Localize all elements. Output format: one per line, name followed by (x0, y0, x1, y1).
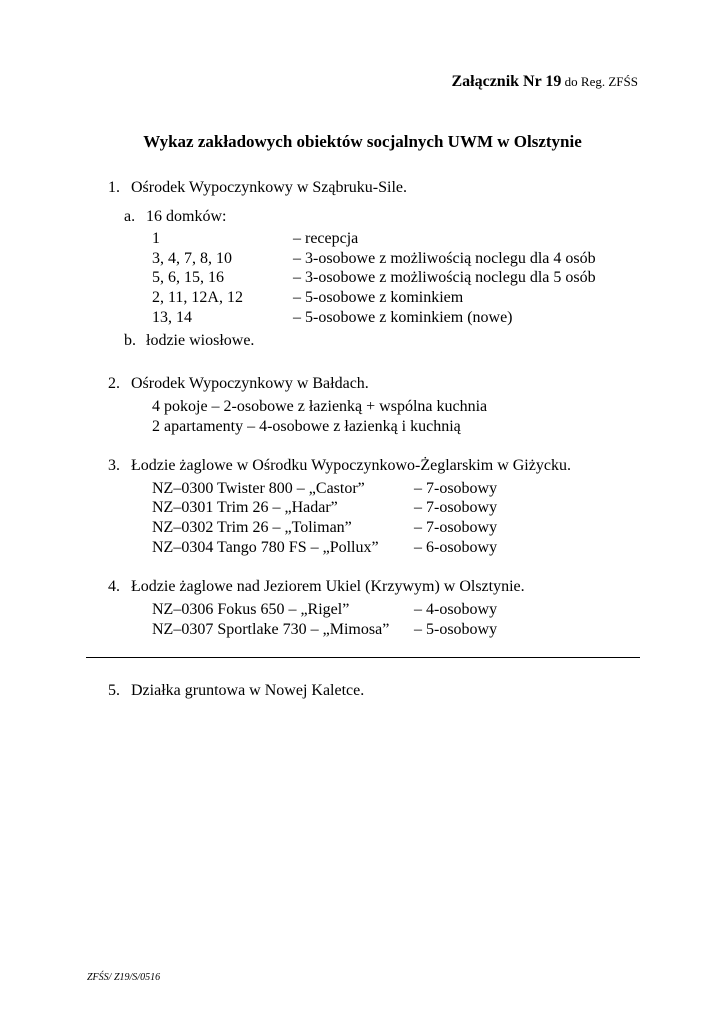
house-description: – 5-osobowe z kominkiem (293, 289, 464, 306)
section-2-line: 4 pokoje – 2-osobowe z łazienką + wspólna kuchnia (152, 398, 488, 415)
divider-line (86, 657, 640, 658)
section-4-heading: Łodzie żaglowe nad Jeziorem Ukiel (Krzywym) w Olsztynie. (131, 578, 525, 595)
house-numbers: 13, 14 (152, 309, 192, 326)
boat-capacity: – 4-osobowy (414, 601, 498, 618)
boat-name: NZ–0301 Trim 26 – „Hadar” (152, 499, 338, 516)
section-1-b-text: łodzie wiosłowe. (146, 332, 255, 349)
section-1-heading: Ośrodek Wypoczynkowy w Sząbruku-Sile. (131, 179, 408, 196)
section-1-b-letter: b. (124, 332, 136, 349)
section-1-number: 1. (108, 179, 120, 196)
house-numbers: 3, 4, 7, 8, 10 (152, 250, 232, 267)
house-description: – 5-osobowe z kominkiem (nowe) (293, 309, 513, 326)
section-1-a-letter: a. (124, 208, 136, 225)
section-2-line: 2 apartamenty – 4-osobowe z łazienką i kuchnią (152, 418, 461, 435)
section-5-number: 5. (108, 682, 120, 699)
section-3-number: 3. (108, 457, 120, 474)
section-2-heading: Ośrodek Wypoczynkowy w Bałdach. (131, 375, 369, 392)
annex-regulation: do Reg. ZFŚS (561, 74, 638, 89)
boat-name: NZ–0300 Twister 800 – „Castor” (152, 480, 365, 497)
boat-capacity: – 7-osobowy (414, 519, 498, 536)
annex-label (451, 72, 638, 92)
boat-capacity: – 6-osobowy (414, 539, 498, 556)
house-description: – 3-osobowe z możliwością noclegu dla 4 osób (293, 250, 596, 267)
house-numbers: 1 (152, 230, 160, 247)
boat-name: NZ–0306 Fokus 650 – „Rigel” (152, 601, 350, 618)
section-4-number: 4. (108, 578, 120, 595)
house-numbers: 5, 6, 15, 16 (152, 269, 224, 286)
document-footer-code: ZFŚS/ Z19/S/0516 (87, 972, 161, 983)
section-1-a-text: 16 domków: (146, 208, 227, 225)
document-title: Wykaz zakładowych obiektów socjalnych UWM w Olsztynie (143, 132, 582, 151)
section-3-heading: Łodzie żaglowe w Ośrodku Wypoczynkowo-Żeglarskim w Giżycku. (131, 457, 571, 474)
annex-number: Załącznik Nr 19 (451, 73, 562, 90)
boat-capacity: – 7-osobowy (414, 499, 498, 516)
section-2-number: 2. (108, 375, 120, 392)
boat-name: NZ–0302 Trim 26 – „Toliman” (152, 519, 352, 536)
section-5-heading: Działka gruntowa w Nowej Kaletce. (131, 682, 365, 699)
house-description: – 3-osobowe z możliwością noclegu dla 5 osób (293, 269, 596, 286)
boat-name: NZ–0304 Tango 780 FS – „Pollux” (152, 539, 379, 556)
house-description: – recepcja (293, 230, 359, 247)
boat-capacity: – 7-osobowy (414, 480, 498, 497)
boat-name: NZ–0307 Sportlake 730 – „Mimosa” (152, 621, 390, 638)
house-numbers: 2, 11, 12A, 12 (152, 289, 243, 306)
boat-capacity: – 5-osobowy (414, 621, 498, 638)
